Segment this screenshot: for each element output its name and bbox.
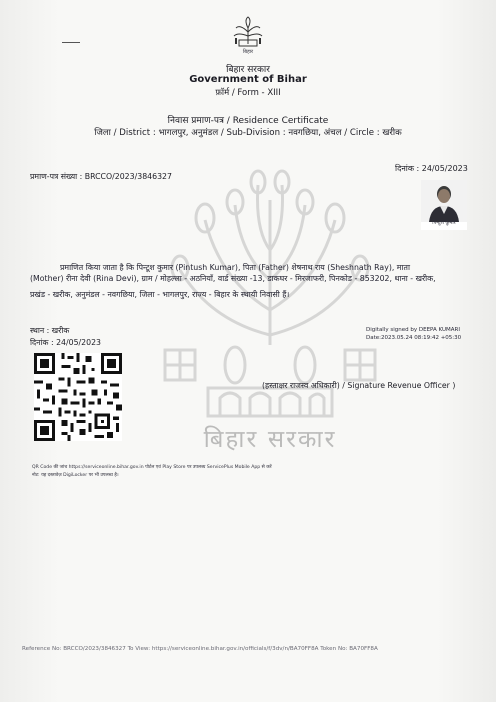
place-line: स्थान : खरीक — [30, 326, 70, 335]
hindi-govt-title: बिहार सरकार — [226, 65, 270, 75]
applicant-photo — [421, 180, 467, 230]
qr-code-icon — [34, 353, 122, 441]
body-line-1: प्रमाणित किया जाता है कि पिन्टूश कुमार (Pintush Kumar), पिता (Father) शेषनाथ राय (Sheshnath Ray), माता — [60, 263, 410, 272]
body-line-3: प्रखंड - खरीक, अनुमंडल - नवगछिया, जिला - भागलपुर, राज्य - बिहार के स्थायी निवासी हैं। — [30, 290, 290, 299]
digital-sign-name: Digitally signed by DEEPA KUMARI — [366, 327, 460, 333]
qr-note-line-2: नोट: यह दस्तावेज़ DigiLocker पर भी उपलब्ध है। — [32, 473, 119, 478]
form-label: फ़ॉर्म / Form - XIII — [215, 88, 281, 98]
location-line: जिला / District : भागलपुर, अनुमंडल / Sub-Division : नवगछिया, अंचल / Circle : खरीक — [94, 128, 402, 138]
watermark-tree-emblem-icon — [150, 160, 390, 460]
watermark-text: बिहार सरकार — [203, 425, 337, 453]
signatory-line: (हस्ताक्षर राजस्व अधिकारी) / Signature Revenue Officer ) — [262, 381, 456, 390]
emblem-caption: बिहार — [242, 49, 254, 55]
qr-note-line-1: QR Code की जांच https://serviceonline.bihar.gov.in पोर्टल एवं Play Store पर उपलब्ध ServicePlus Mobile App से करें — [32, 465, 272, 470]
reference-line: Reference No: BRCCO/2023/3846327 To View: https://serviceonline.bihar.gov.in/officials/f/3dv/n/BA70FF8A Token No: BA70FF8A — [22, 646, 378, 652]
english-govt-title: Government of Bihar — [189, 74, 307, 85]
digital-sign-date: Date:2023.05.24 08:19:42 +05:30 — [366, 335, 462, 341]
issue-date: दिनांक : 24/05/2023 — [395, 164, 468, 173]
certificate-title: निवास प्रमाण-पत्र / Residence Certificate — [167, 116, 329, 126]
corner-mark — [62, 42, 80, 43]
body-line-2: (Mother) रीना देवी (Rina Devi), ग्राम / मोहल्ला - अठनियाँ, वार्ड संख्या -13, डाकघर - मिरजाफरी, पिनकोड - 853202, थाना - खरीक, — [30, 274, 436, 283]
bihar-emblem-icon — [226, 14, 270, 54]
place-date-line: दिनांक : 24/05/2023 — [30, 338, 102, 347]
photo-caption: पिन्टूश कुमार — [432, 220, 456, 226]
certificate-number: प्रमाण-पत्र संख्या : BRCCO/2023/3846327 — [30, 172, 172, 181]
person-photo-icon — [421, 180, 467, 222]
